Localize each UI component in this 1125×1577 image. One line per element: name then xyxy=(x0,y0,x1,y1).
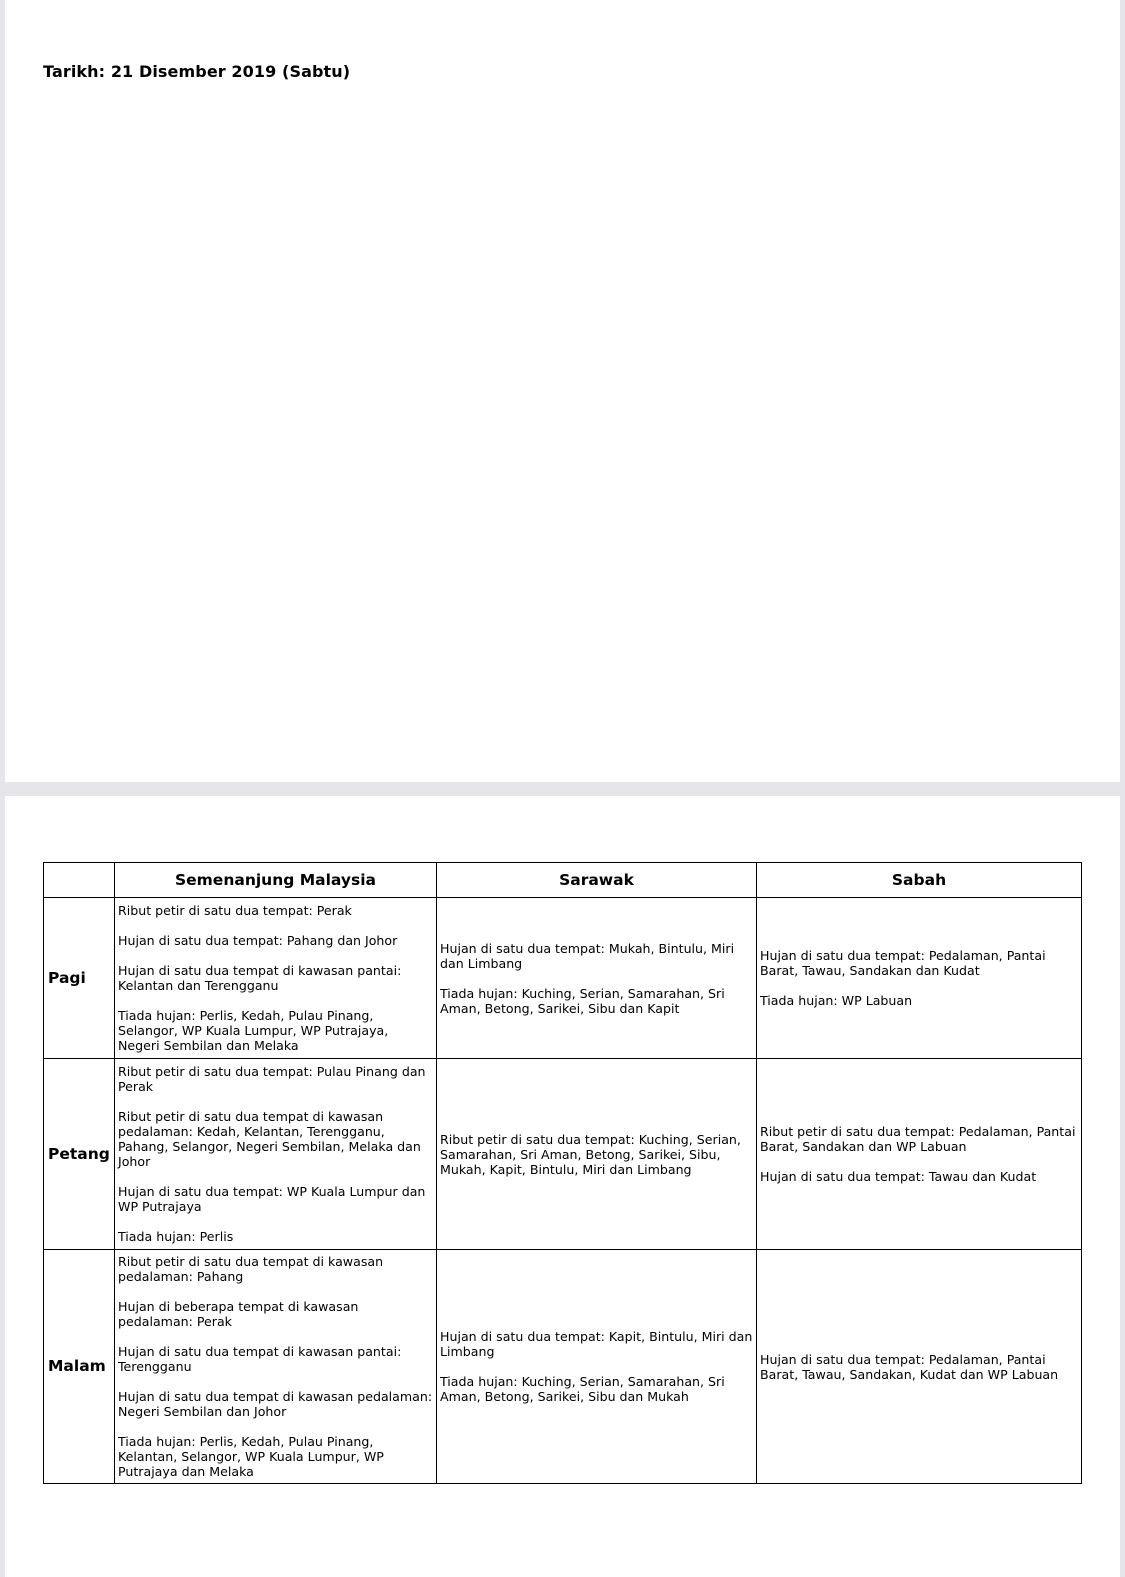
forecast-entry: Hujan di satu dua tempat: Pedalaman, Pantai Barat, Tawau, Sandakan, Kudat dan WP Labuan xyxy=(760,1351,1059,1382)
forecast-entry: Hujan di satu dua tempat: Pedalaman, Pantai Barat, Tawau, Sandakan dan Kudat xyxy=(760,948,1046,978)
forecast-entry: Hujan di satu dua tempat di kawasan pantai: Terengganu xyxy=(118,1344,402,1374)
forecast-entry: Hujan di satu dua tempat: Pahang dan Johor xyxy=(118,933,398,948)
table-header-row xyxy=(44,863,1082,898)
cell-semenanjung xyxy=(115,898,437,1059)
forecast-entry: Tiada hujan: Perlis, Kedah, Pulau Pinang, Selangor, WP Kuala Lumpur, WP Putrajaya, Negeri Sembilan dan Melaka xyxy=(118,1008,389,1053)
header-period-cell xyxy=(44,863,115,898)
header-sabah: Sabah xyxy=(757,863,1082,898)
document-page-1 xyxy=(5,0,1120,782)
cell-sarawak xyxy=(437,898,757,1059)
forecast-entry: Ribut petir di satu dua tempat di kawasan pedalaman: Kedah, Kelantan, Terengganu, Pahang, Selangor, Negeri Sembilan, Melaka dan Johor xyxy=(118,1109,421,1169)
forecast-entry: Hujan di satu dua tempat di kawasan pedalaman: Negeri Sembilan dan Johor xyxy=(118,1389,433,1419)
table-row-malam xyxy=(44,1250,1082,1484)
forecast-entry: Hujan di beberapa tempat di kawasan pedalaman: Perak xyxy=(118,1299,359,1329)
header-semenanjung: Semenanjung Malaysia xyxy=(115,863,437,898)
forecast-entry: Hujan di satu dua tempat di kawasan pantai: Kelantan dan Terengganu xyxy=(118,963,402,993)
cell-sarawak xyxy=(437,1059,757,1250)
forecast-entry: Tiada hujan: Perlis xyxy=(118,1229,234,1244)
forecast-entry: Tiada hujan: Kuching, Serian, Samarahan, Sri Aman, Betong, Sarikei, Sibu dan Mukah xyxy=(440,1374,725,1404)
document-page-2 xyxy=(5,796,1120,1577)
forecast-entry: Hujan di satu dua tempat: Mukah, Bintulu, Miri dan Limbang xyxy=(440,940,735,971)
forecast-entry: Ribut petir di satu dua tempat: Kuching, Serian, Samarahan, Sri Aman, Betong, Sarikei, Sibu, Mukah, Kapit, Bintulu, Miri dan Limbang xyxy=(440,1131,741,1177)
forecast-entry: Hujan di satu dua tempat: Kapit, Bintulu, Miri dan Limbang xyxy=(440,1329,753,1359)
table-row-pagi xyxy=(44,898,1082,1059)
forecast-entry: Ribut petir di satu dua tempat di kawasan pedalaman: Pahang xyxy=(118,1254,384,1284)
cell-semenanjung xyxy=(115,1250,437,1484)
forecast-entry: Ribut petir di satu dua tempat: Pedalaman, Pantai Barat, Sandakan dan WP Labuan xyxy=(760,1124,1076,1154)
cell-sabah xyxy=(757,1250,1082,1484)
forecast-entry: Ribut petir di satu dua tempat: Perak xyxy=(118,903,352,918)
forecast-date: Tarikh: 21 Disember 2019 (Sabtu) xyxy=(43,62,351,81)
period-label: Malam xyxy=(44,1250,115,1484)
cell-sabah xyxy=(757,898,1082,1059)
weather-forecast-table xyxy=(43,862,1082,1484)
forecast-entry: Hujan di satu dua tempat: WP Kuala Lumpur dan WP Putrajaya xyxy=(118,1184,426,1214)
forecast-entry: Tiada hujan: WP Labuan xyxy=(760,993,913,1008)
forecast-entry: Ribut petir di satu dua tempat: Pulau Pinang dan Perak xyxy=(118,1064,426,1094)
cell-semenanjung xyxy=(115,1059,437,1250)
cell-sabah xyxy=(757,1059,1082,1250)
period-label: Pagi xyxy=(44,898,115,1059)
forecast-entry: Tiada hujan: Kuching, Serian, Samarahan, Sri Aman, Betong, Sarikei, Sibu dan Kapit xyxy=(440,985,725,1016)
period-label: Petang xyxy=(44,1059,115,1250)
forecast-entry: Hujan di satu dua tempat: Tawau dan Kudat xyxy=(760,1169,1037,1184)
cell-sarawak xyxy=(437,1250,757,1484)
header-sarawak: Sarawak xyxy=(437,863,757,898)
forecast-entry: Tiada hujan: Perlis, Kedah, Pulau Pinang, Kelantan, Selangor, WP Kuala Lumpur, WP Putrajaya dan Melaka xyxy=(118,1434,384,1479)
table-row-petang xyxy=(44,1059,1082,1250)
